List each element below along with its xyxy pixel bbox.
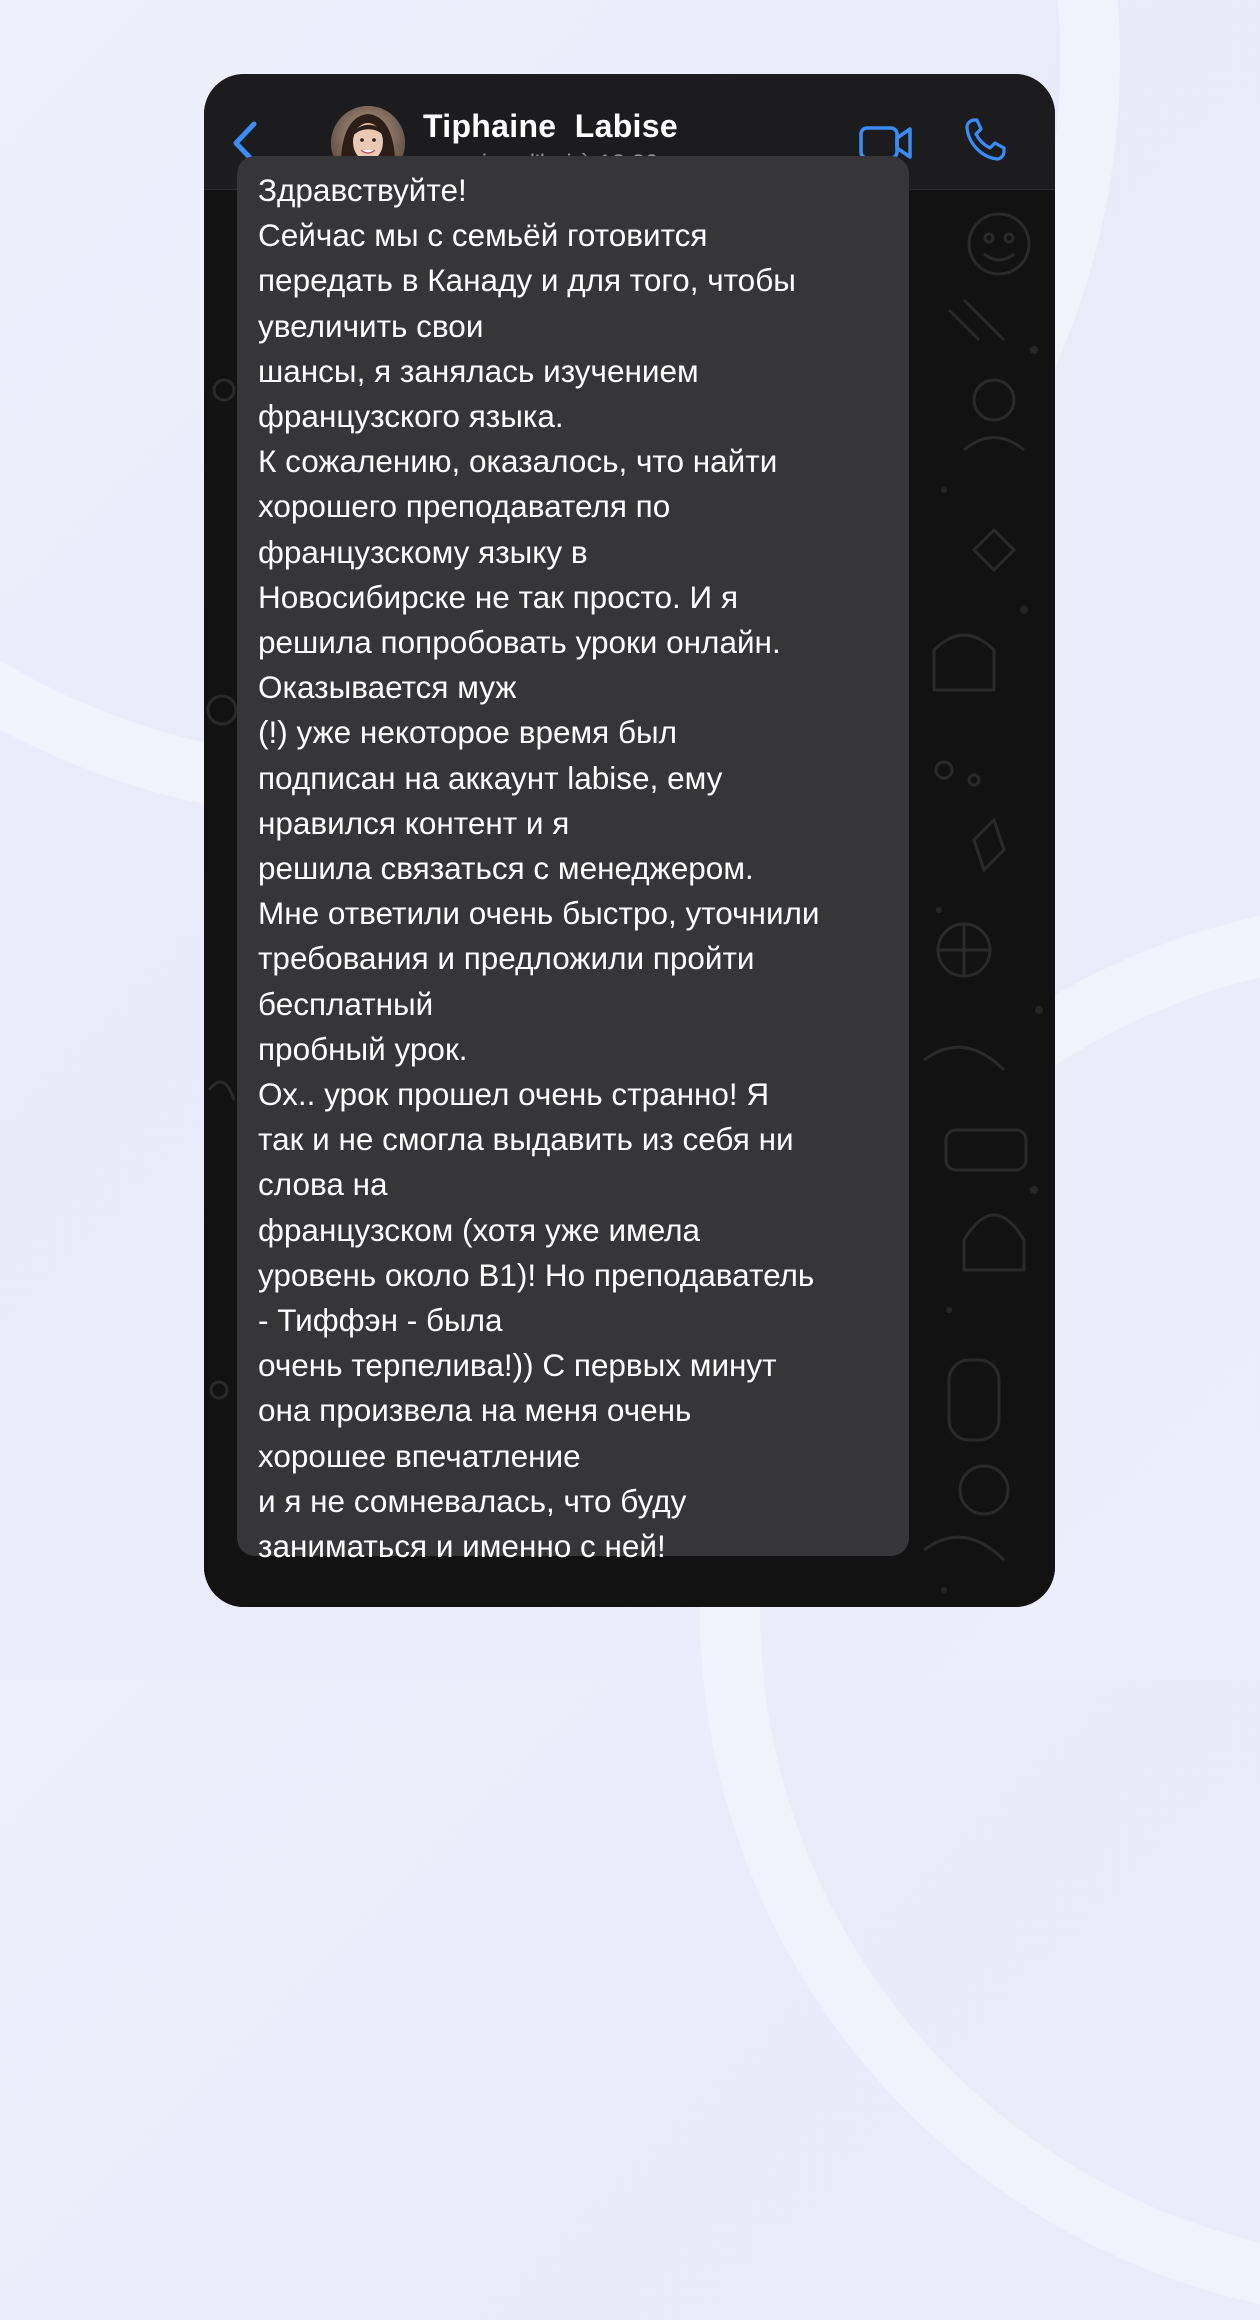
message-line: уровень около В1)! Но преподаватель (258, 1256, 815, 1293)
message-line: хорошего преподавателя по (258, 488, 671, 525)
message-line: и я не сомневалась, что буду (258, 1482, 687, 1519)
message-line: слова на (258, 1166, 388, 1203)
message-line: заниматься и именно с ней! (258, 1528, 666, 1565)
message-line: требования и предложили пройти (258, 940, 755, 977)
message-line: Ох.. урок прошел очень странно! Я (258, 1076, 770, 1113)
message-line: очень терпелива!)) С первых минут (258, 1347, 777, 1384)
message-line: Новосибирске не так просто. И я (258, 578, 739, 615)
message-line: бесплатный (258, 985, 434, 1022)
contact-name[interactable]: Tiphaine Labise (423, 108, 678, 144)
message-line: увеличить свои (258, 307, 484, 344)
chat-screen (204, 74, 1055, 1607)
message-line: французского языка. (258, 398, 564, 435)
voice-call-button[interactable] (962, 114, 1010, 164)
message-line: передать в Канаду и для того, чтобы (258, 262, 796, 299)
message-line: хорошее впечатление (258, 1437, 581, 1474)
message-line: французском (хотя уже имела (258, 1211, 701, 1248)
message-line: Мне ответили очень быстро, уточнили (258, 895, 820, 932)
message-line: К сожалению, оказалось, что найти (258, 443, 778, 480)
message-text (258, 168, 898, 1569)
message-line: Здравствуйте! (258, 172, 467, 208)
message-line: так и не смогла выдавить из себя ни (258, 1121, 794, 1158)
message-line: подписан на аккаунт labise, ему (258, 759, 723, 796)
message-line: нравился контент и я (258, 804, 570, 841)
message-line: (!) уже некоторое время был (258, 714, 678, 751)
message-line: французскому языку в (258, 533, 588, 570)
message-line: Оказывается муж (258, 669, 517, 706)
message-line: пробный урок. (258, 1030, 468, 1067)
message-line: решила связаться с менеджером. (258, 850, 754, 887)
message-line: - Тиффэн - была (258, 1302, 503, 1339)
message-line: шансы, я занялась изучением (258, 352, 699, 389)
message-line: Сейчас мы с семьёй готовится (258, 217, 708, 254)
message-line: решила попробовать уроки онлайн. (258, 624, 781, 661)
message-line: она произвела на меня очень (258, 1392, 692, 1429)
phone-icon (962, 114, 1010, 164)
